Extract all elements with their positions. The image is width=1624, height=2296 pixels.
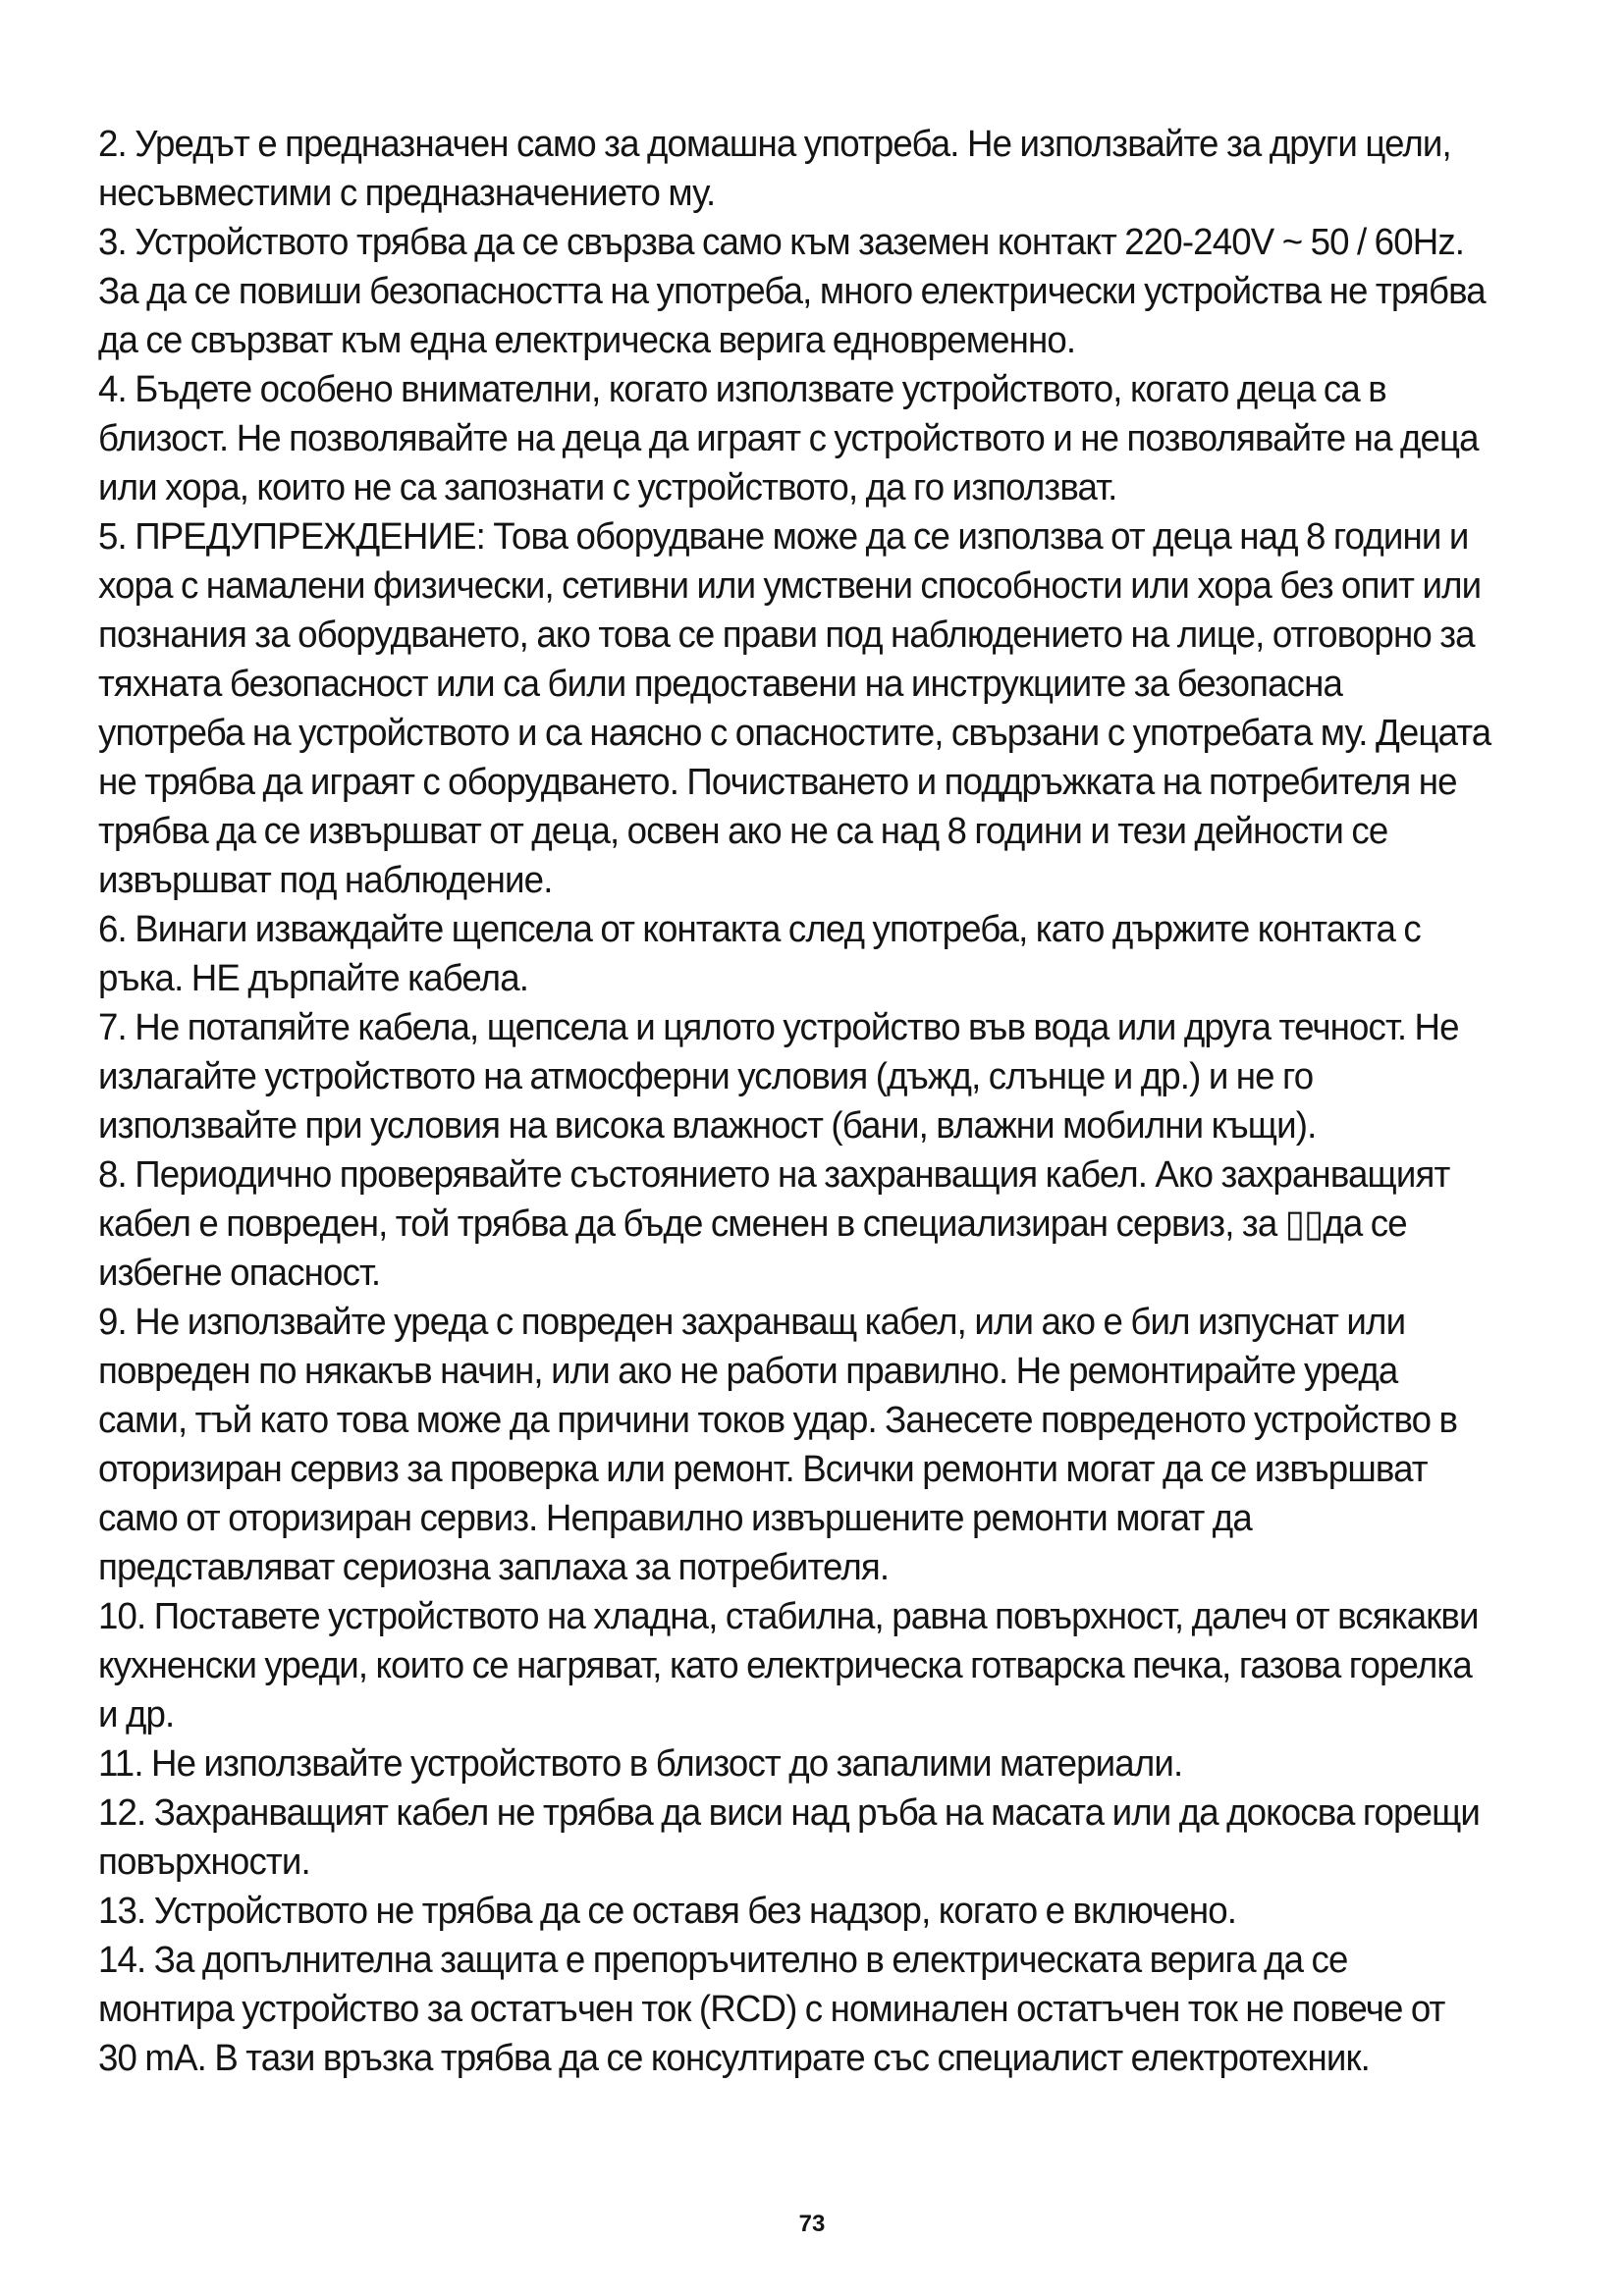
paragraph-3: 3. Устройството трябва да се свързва само към заземен контакт 220-240V ~ 50 / 60Hz.: [98, 222, 1465, 263]
document-body: [98, 120, 1491, 2083]
paragraph-11: 11. Не използвайте устройството в близост до запалими материали.: [98, 1743, 1183, 1785]
paragraph-6: 6. Винаги изваждайте щепсела от контакта след употреба, като държите контакта с ръка. НЕ дърпайте кабела.: [98, 909, 1421, 999]
paragraph-8: 8. Периодично проверявайте състоянието на захранващия кабел. Ако захранващият кабел е повреден, той трябва да бъде сменен в специализиран сервиз, за ▯▯да се избегне опасност.: [98, 1154, 1450, 1294]
paragraph-14: 14. За допълнителна защита е препоръчително в електрическата верига да се монтира устройство за остатъчен ток (RCD) с номинален остатъчен ток не повече от 30 mA. В тази връзка трябва да се консултирате със специалист електротехник.: [98, 1940, 1445, 2079]
paragraph-3-note: За да се повиши безопасността на употреба, много електрически устройства не трябва да се свързват към една електрическа верига едновременно.: [98, 271, 1486, 361]
paragraph-7: 7. Не потапяйте кабела, щепсела и цялото устройство във вода или друга течност. Не излагайте устройството на атмосферни условия (дъжд, слънце и др.) и не го използвайте при условия на висока влажност (бани, влажни мобилни къщи).: [98, 1007, 1459, 1147]
page-number: 73: [798, 2211, 826, 2237]
paragraph-9: 9. Не използвайте уреда с повреден захранващ кабел, или ако е бил изпуснат или повреден по някакъв начин, или ако не работи правилно. Не ремонтирайте уреда сами, тъй като това може да причини токов удар. Занесете повреденото устройство в оторизиран сервиз за проверка или ремонт. Всички ремонти могат да се извършват само от оторизиран сервиз. Неправилно извършените ремонти могат да представляват сериозна заплаха за потребителя.: [98, 1302, 1458, 1588]
paragraph-10: 10. Поставете устройството на хладна, стабилна, равна повърхност, далеч от всякакви кухненски уреди, които се нагряват, като електрическа готварска печка, газова горелка и др.: [98, 1596, 1479, 1735]
paragraph-5-warning: 5. ПРЕДУПРЕЖДЕНИЕ: Това оборудване може да се използва от деца над 8 години и хора с намалени физически, сетивни или умствени способности или хора без опит или познания за оборудването, ако това се прави под наблюдението на лице, отговорно за тяхната безопасност или са били предоставени на инструкциите за безопасна употреба на устройството и са наясно с опасностите, свързани с употребата му. Децата не трябва да играят с оборудването. Почистването и поддръжката на потребителя не трябва да се извършват от деца, освен ако не са над 8 години и тези дейности се извършват под наблюдение.: [98, 516, 1491, 901]
paragraph-13: 13. Устройството не трябва да се оставя без надзор, когато е включено.: [98, 1891, 1237, 1932]
paragraph-2: 2. Уредът е предназначен само за домашна употреба. Не използвайте за други цели, несъвместими с предназначението му.: [98, 124, 1451, 214]
paragraph-4: 4. Бъдете особено внимателни, когато използвате устройството, когато деца са в близост. Не позволявайте на деца да играят с устройството и не позволявайте на деца или хора, които не са запознати с устройството, да го използват.: [98, 369, 1479, 508]
paragraph-12: 12. Захранващият кабел не трябва да виси над ръба на масата или да докосва горещи повърхности.: [98, 1792, 1481, 1883]
